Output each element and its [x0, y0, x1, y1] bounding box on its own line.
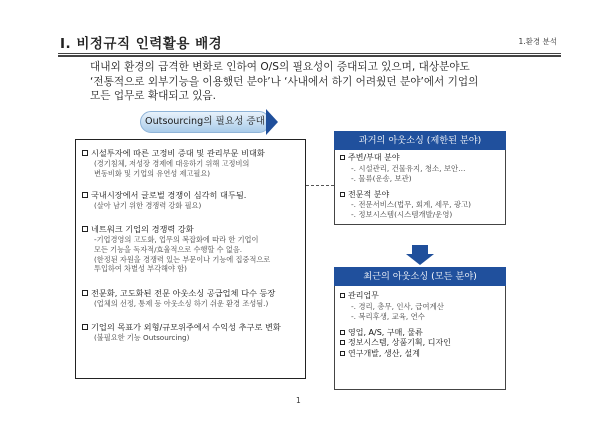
item-head: 시설투자에 따른 고정비 증대 및 관리부문 비대화 — [91, 148, 265, 158]
arrow-down-head-icon — [406, 254, 434, 265]
recent-outsourcing-body — [334, 286, 506, 390]
title-rule-thin — [58, 53, 561, 54]
item-head: 기업의 목표가 외형/규모위주에서 수익성 추구로 변화 — [91, 322, 281, 332]
page-number: 1 — [296, 396, 301, 405]
item-head: 네트워크 기업의 경쟁력 강화 — [91, 224, 194, 234]
item-sub: 투입하여 차별성 부각해야 함) — [94, 264, 187, 274]
outsourcing-necessity-label: Outsourcing의 필요성 증대 — [140, 111, 270, 133]
arrow-right-icon — [266, 109, 278, 135]
necessity-item — [82, 224, 270, 274]
recent-item: 정보시스템, 상품기획, 디자인 — [348, 338, 451, 348]
recent-outsourcing-title: 최근의 아웃소싱 (모든 분야) — [334, 267, 506, 286]
arrow-down-icon — [412, 245, 428, 254]
group-head: 전문적 분야 — [348, 189, 390, 199]
checkbox-square-icon — [340, 155, 345, 160]
group-sub: -. 경리, 총무, 인사, 급여계산 — [351, 301, 444, 311]
necessity-item — [82, 148, 265, 179]
intro-line: ‘전통적으로 외부기능을 이용했던 분야’나 ‘사내에서 하기 어려웠던 분야’에서 기업의 — [90, 75, 479, 88]
item-sub: 변동비화 및 기업의 유연성 제고필요) — [94, 168, 211, 178]
group-sub: -. 복리후생, 교육, 연수 — [351, 311, 425, 321]
group-head: 관리업무 — [348, 291, 379, 300]
past-outsourcing-body — [334, 150, 506, 225]
checkbox-square-icon — [340, 192, 345, 197]
group-sub: -. 전문서비스(법무, 회계, 세무, 광고) — [351, 200, 472, 210]
item-sub: (한정된 자원을 경쟁력 있는 부문이나 기능에 집중적으로 — [94, 254, 271, 264]
recent-item: 연구개발, 생산, 설계 — [348, 348, 420, 358]
checkbox-square-icon — [340, 330, 345, 335]
item-sub: 모든 기능을 독자적/효율적으로 수행할 수 없음. — [94, 244, 243, 254]
connector-line — [306, 185, 334, 186]
intro-line: 대내외 환경의 급격한 변화로 인하여 O/S의 필요성이 증대되고 있으며, 대상분야도 — [90, 61, 470, 73]
group-head: 주변/부대 분야 — [348, 153, 400, 162]
intro-line: 모든 업무로 확대되고 있음. — [90, 90, 217, 103]
intro-paragraph — [90, 60, 550, 104]
checkbox-square-icon — [340, 293, 345, 298]
item-sub: (불필요한 기능 Outsourcing) — [94, 333, 190, 342]
necessity-item — [82, 288, 275, 309]
checkbox-square-icon — [82, 324, 88, 330]
necessity-item — [82, 190, 246, 211]
item-sub: (경기침체, 저성장 경제에 대응하기 위해 고정비의 — [94, 159, 250, 168]
page-title: Ⅰ. 비정규직 인력활용 배경 — [60, 36, 223, 52]
item-head: 국내시장에서 글로벌 경쟁이 심각히 대두됨. — [91, 190, 247, 200]
group-sub: -. 물류(운송, 보관) — [351, 173, 412, 183]
checkbox-square-icon — [340, 351, 345, 356]
necessity-box — [75, 139, 306, 379]
checkbox-square-icon — [82, 192, 88, 198]
title-rule-thick — [58, 55, 561, 57]
title-bar — [58, 30, 561, 52]
item-sub: -기업경영의 고도화, 업무의 복잡화에 따라 한 기업이 — [94, 235, 259, 244]
group-sub: -. 정보시스템(시스템개발/운영) — [351, 210, 453, 220]
necessity-item — [82, 322, 281, 343]
recent-item: 영업, A/S, 구매, 물류 — [348, 327, 423, 337]
recent-outsourcing-panel — [334, 267, 506, 390]
checkbox-square-icon — [340, 340, 345, 345]
item-head: 전문화, 고도화된 전문 아웃소싱 공급업체 다수 등장 — [91, 288, 276, 298]
checkbox-square-icon — [82, 150, 88, 156]
checkbox-square-icon — [82, 290, 88, 296]
checkbox-square-icon — [82, 226, 88, 232]
item-sub: (살아 남기 위한 경쟁력 강화 필요) — [94, 201, 202, 210]
group-sub: -. 시설관리, 건물유지, 청소, 보안… — [351, 163, 466, 173]
item-sub: (업체의 선정, 통제 등 아웃소싱 하기 쉬운 환경 조성됨.) — [94, 299, 269, 308]
section-label: 1.환경 분석 — [518, 37, 557, 46]
past-outsourcing-panel — [334, 131, 506, 225]
past-outsourcing-title: 과거의 아웃소싱 (제한된 분야) — [334, 131, 506, 150]
